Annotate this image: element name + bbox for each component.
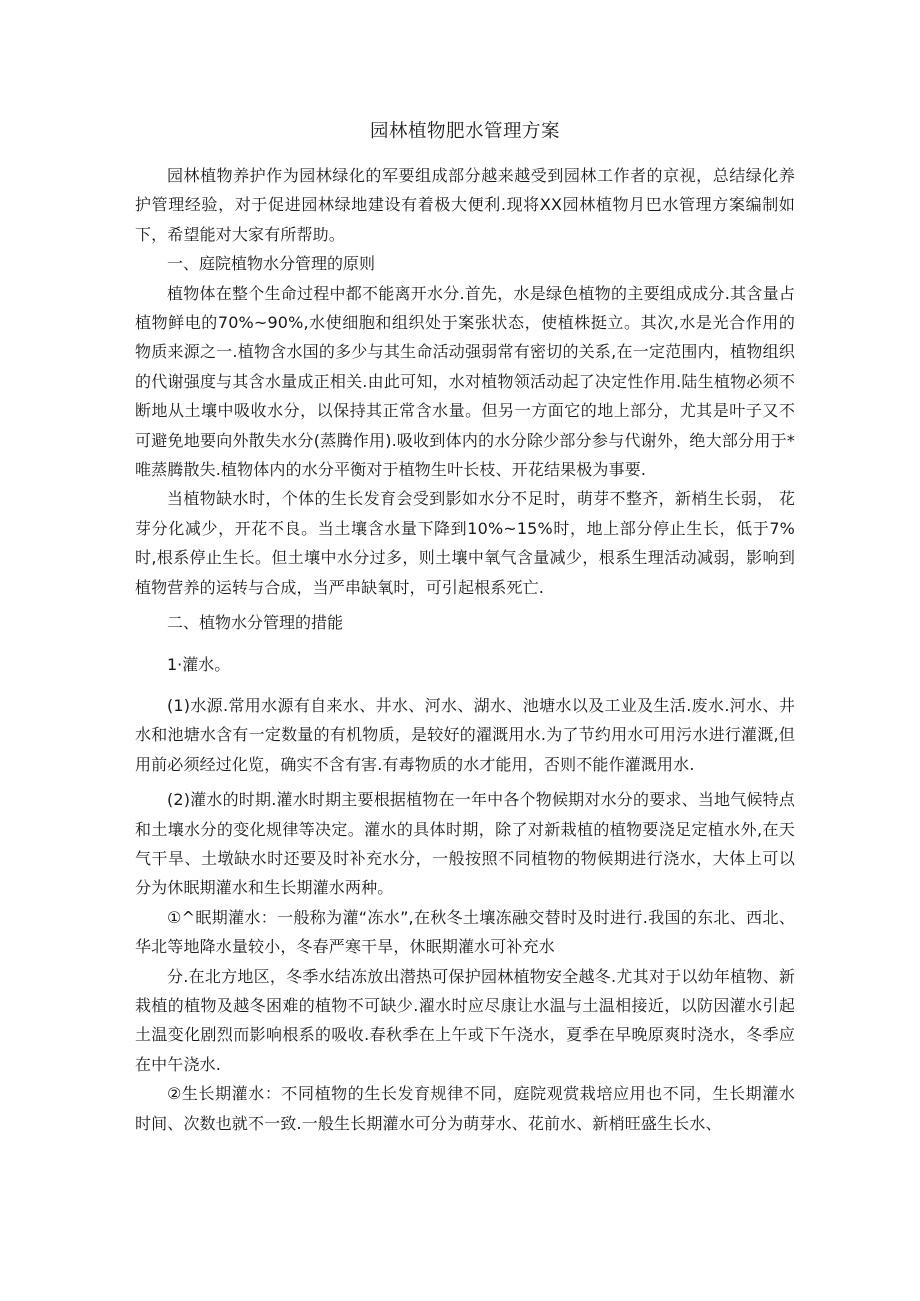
growth-watering-paragraph: ②生长期灌水：不同植物的生长发育规律不同，庭院观赏栽培应用也不同，生长期灌水时间、次数也就不一致.一般生长期灌水可分为萌芽水、花前水、新梢旺盛生长水、: [135, 1084, 795, 1133]
dormant-watering-paragraph: ①^眠期灌水：一般称为灌“冻水”,在秋冬土壤冻融交替时及时进行.我国的东北、西北、华北等地降水量较小，冬春严寒干旱，休眠期灌水可补充水: [135, 907, 795, 957]
intro-paragraph: 园林植物养护作为园林绿化的军要组成部分越来越受到园林工作者的京视，总结绿化养护管理经验，对于促进园林绿地建设有着极大便利.现将XX园林植物月巴水管理方案编制如下，希望能对大家有所帮助。: [135, 166, 795, 244]
section-1-paragraph-2: 当植物缺水时，个体的生长发育会受到影如水分不足时，萌芽不整齐，新梢生长弱， 花芽分化减少，开花不良。当土壤含水量下降到10%~15%时，地上部分停止生长，低于7%时,根系停止生长。但土壤中水分过多，则土壤中氧气含量减少，根系生理活动减弱，影响到植物营养的运转与合成，当严串缺氧时，可引起根系死亡.: [135, 489, 795, 597]
document-page: [135, 117, 795, 1138]
section-2-heading: 二、植物水分管理的措能: [167, 613, 344, 633]
subsection-1-heading: 1·灌水。: [167, 654, 231, 674]
watering-source-paragraph: (1)水源.常用水源有自来水、井水、河水、湖水、池塘水以及工业及生活.废水.河水、井水和池塘水含有一定数量的有机物质，是较好的濯溉用水.为了节约用水可用污水进行灌溉,但用前必须经过化览，确实不含有害.有毒物质的水才能用，否则不能作灌溉用水.: [135, 695, 795, 774]
section-1-paragraph-1: 植物体在整个生命过程中都不能离开水分.首先，水是绿色植物的主要组成成分.其含量占植物鲜电的70%~90%,水使细胞和组织处于案张状态，使植株挺立。其次,水是光合作用的物质来源之一.植物含水国的多少与其生命活动强弱常有密切的关系,在一定范围内，植物组织的代谢强度与其含水量成正相关.由此可知，水对植物领活动起了决定性作用.陆生植物必须不断地从土壤中吸收水分，以保持其正常含水量。但另一方面它的地上部分，尤其是叶子又不可避免地要向外散失水分(蒸腾作用).吸收到体内的水分除少部分参与代谢外，绝大部分用于*唯蒸腾散失.植物体内的水分平衡对于植物生叶长枝、开花结果极为事要.: [135, 283, 795, 480]
dormant-watering-continued-paragraph: 分.在北方地区，冬季水结冻放出潜热可保护园林植物安全越冬.尤其对于以幼年植物、新栽植的植物及越冬困难的植物不可缺少.濯水时应尽康让水温与土温相接近，以防因灌水引起土温变化剧烈而影响根系的吸收.春秋季在上午或下午浇水，夏季在早晚原爽时浇水，冬季应在中午浇水.: [135, 966, 795, 1074]
watering-timing-paragraph: (2)灌水的时期.灌水时期主要根据植物在一年中各个物候期对水分的要求、当地气候特点和土壤水分的变化规律等决定。灌水的具体时期，除了对新栽植的植物要浇足定植水外,在天气干旱、土墩缺水时还要及时补充水分，一般按照不同植物的物候期进行浇水，大体上可以分为休眠期灌水和生长期灌水两种。: [135, 790, 795, 898]
document-title: 园林植物肥水管理方案: [369, 121, 560, 142]
section-1-heading: 一、庭院植物水分管理的原则: [167, 254, 376, 274]
